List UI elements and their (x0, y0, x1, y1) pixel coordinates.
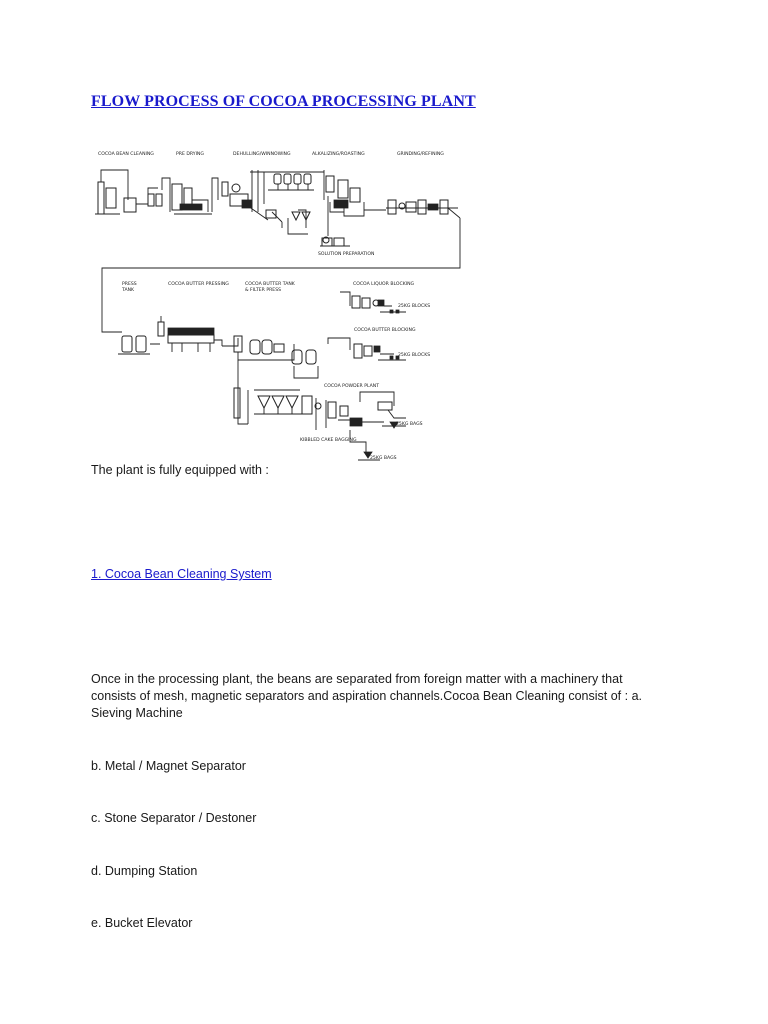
label-dehulling-winnowing: DEHULLING/WINNOWING (233, 152, 291, 157)
alkalizing-equipment (324, 170, 386, 218)
page-title[interactable]: FLOW PROCESS OF COCOA PROCESSING PLANT (91, 93, 476, 110)
label-grinding-refining: GRINDING/REFINING (397, 152, 444, 157)
butter-blocking-equipment (328, 338, 406, 360)
label-25kg-blocks-2: 25KG BLOCKS (398, 353, 431, 358)
label-25kg-bags-1: 25KG BAGS (396, 422, 423, 427)
intro-text: The plant is fully equipped with : (91, 463, 269, 477)
butter-press-equipment (158, 316, 222, 352)
list-item-dumping-station: d. Dumping Station (91, 864, 198, 878)
label-cocoa-butter-tank-1: COCOA BUTTER TANK (245, 282, 295, 287)
label-press-tank-2: TANK (122, 288, 135, 293)
label-kibbled-cake-bagging: KIBBLED CAKE BAGGING (300, 438, 357, 443)
label-cocoa-powder-plant: COCOA POWDER PLANT (324, 384, 380, 389)
label-press-tank-1: PRESS (122, 282, 137, 287)
grinding-equipment (386, 200, 460, 218)
label-cocoa-bean-cleaning: COCOA BEAN CLEANING (98, 152, 154, 157)
label-cocoa-butter-blocking: COCOA BUTTER BLOCKING (354, 328, 416, 333)
list-item-stone-separator: c. Stone Separator / Destoner (91, 811, 257, 825)
label-solution-preparation: SOLUTION PREPARATION (318, 252, 375, 257)
butter-tank-equipment (222, 336, 318, 378)
label-25kg-blocks-1: 25KG BLOCKS (398, 304, 431, 309)
pre-drying-equipment (162, 178, 212, 214)
press-tank-equipment (102, 322, 160, 354)
label-cocoa-butter-tank-2: & FILTER PRESS (245, 288, 282, 293)
list-item-metal-separator: b. Metal / Magnet Separator (91, 759, 246, 773)
list-item-bucket-elevator: e. Bucket Elevator (91, 916, 193, 930)
label-cocoa-butter-pressing: COCOA BUTTER PRESSING (168, 282, 229, 287)
section-link-cocoa-bean-cleaning[interactable]: 1. Cocoa Bean Cleaning System (91, 567, 272, 581)
powder-plant-equipment (234, 360, 406, 430)
label-alkalizing-roasting: ALKALIZING/ROASTING (312, 152, 365, 157)
dehulling-equipment (212, 170, 268, 220)
label-pre-drying: PRE DRYING (176, 152, 204, 157)
cocoa-process-flow-diagram (88, 140, 468, 466)
liquor-blocking-equipment (340, 292, 406, 313)
solution-preparation-equipment (320, 218, 350, 246)
label-25kg-bags-2: 25KG BAGS (370, 456, 397, 461)
section-paragraph: Once in the processing plant, the beans are separated from foreign matter with a machinery that consists of mesh, magnetic separators and aspiration channels.Cocoa Bean Cleaning consist of : a. Sieving Machine (91, 672, 643, 720)
label-cocoa-liquor-blocking: COCOA LIQUOR BLOCKING (353, 282, 415, 287)
roasting-equipment (264, 172, 324, 234)
cleaning-equipment (95, 170, 162, 214)
